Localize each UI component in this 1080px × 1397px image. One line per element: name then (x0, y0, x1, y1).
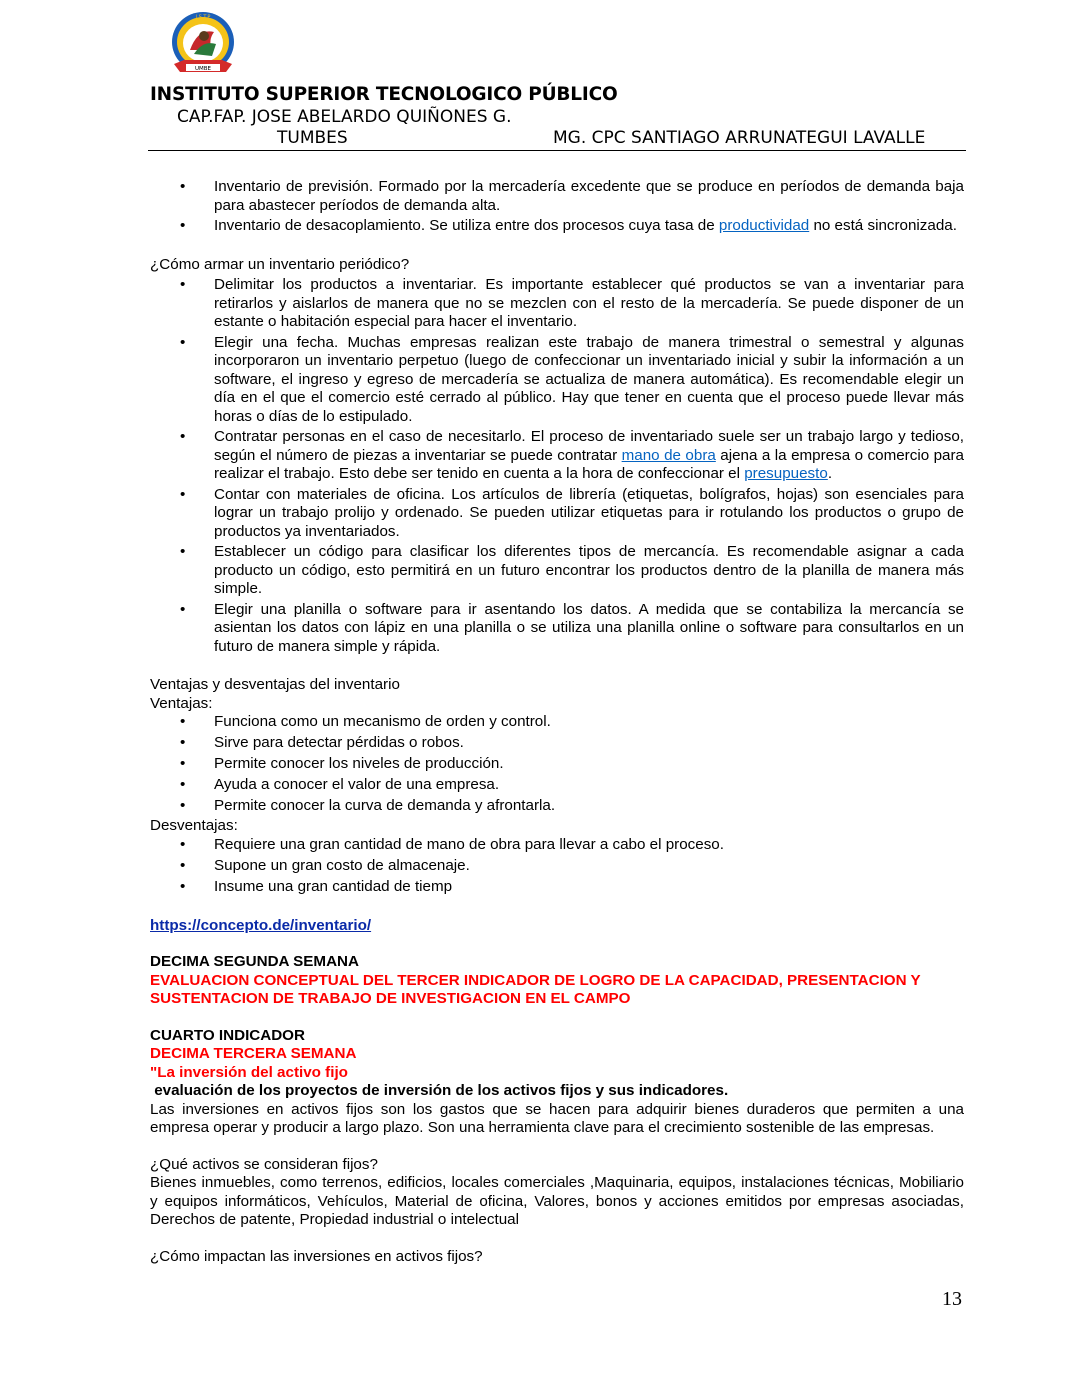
periodic-inventory-heading: ¿Cómo armar un inventario periódico? (150, 255, 410, 273)
bullet-icon: • (180, 877, 186, 895)
fixed-assets-answer: Bienes inmuebles, como terrenos, edificios, locales comerciales ,Maquinaria, equipos, instalaciones técnicas, Mobiliario y equipos informáticos, Vehículos, Material de oficina, Valores, bonos y acciones emitidos por empresas asociadas, Derechos de patente, Propiedad industrial o intelectual (150, 1174, 964, 1229)
bullet-icon: • (180, 428, 186, 445)
topic-title: "La inversión del activo fijo (150, 1063, 348, 1081)
pros-list (150, 713, 964, 815)
bullet-icon: • (180, 856, 186, 874)
fixed-assets-question: ¿Qué activos se consideran fijos? (150, 1155, 378, 1173)
list-item: • Establecer un código para clasificar los diferentes tipos de mercancía. Es recomendable asignar a cada producto un código, esto permitirá en un futuro encontrar los productos dentro de la planilla de manera más simple. (180, 543, 964, 597)
list-item: • Permite conocer los niveles de producción. (180, 754, 504, 772)
week12-title: DECIMA SEGUNDA SEMANA (150, 953, 359, 971)
source-url-link[interactable]: https://concepto.de/inventario/ (150, 916, 372, 934)
bullet-icon: • (180, 485, 186, 503)
page-number: 13 (942, 1288, 962, 1310)
list-item: • Contratar personas en el caso de necesitarlo. El proceso de inventariado suele ser un trabajo largo y tedioso, según el número de piezas a inventariar se puede contratar mano de obra ajena a la empresa o comercio para realizar el trabajo. Esto debe ser tenido en cuenta a la hora de confeccionar el presupuesto. (180, 428, 964, 482)
mano-de-obra-link[interactable]: mano de obra (621, 446, 716, 464)
logo-bottom-text: UMBE (194, 66, 212, 72)
list-item: • Delimitar los productos a inventariar. Es importante establecer qué productos se van a inventariar para retirarlos y aislarlos de manera que no se mezclen con el resto de la mercadería. Se puede disponer de un estante o habitación especial para hacer el inventario. (180, 276, 964, 330)
productividad-link[interactable]: productividad (718, 217, 810, 234)
bullet-icon: • (180, 775, 186, 793)
bullet-icon: • (180, 835, 186, 853)
page-content (150, 178, 964, 1266)
impact-question: ¿Cómo impactan las inversiones en activos fijos? (150, 1247, 483, 1265)
week12-subtitle: EVALUACION CONCEPTUAL DEL TERCER INDICADOR DE LOGRO DE LA CAPACIDAD, PRESENTACION Y SUSTENTACION DE TRABAJO DE INVESTIGACION EN EL CAMPO (150, 971, 921, 1008)
list-item: • Sirve para detectar pérdidas o robos. (180, 733, 464, 751)
bullet-icon: • (180, 333, 186, 351)
pros-label: Ventajas: (150, 694, 213, 712)
bullet-icon: • (180, 543, 186, 560)
list-item: • Inventario de desacoplamiento. Se utiliza entre dos procesos cuya tasa de productividad no está sincronizada. (180, 217, 957, 234)
list-item: • Ayuda a conocer el valor de una empresa. (180, 775, 500, 793)
list-item: • Elegir una planilla o software para ir asentando los datos. A medida que se contabiliza la mercancía se asientan los datos con lápiz en una planilla o se utiliza una planilla online o software para consultarlos en un futuro de manera simple y rápida. (180, 600, 964, 655)
list-item: • Insume una gran cantidad de tiemp (180, 877, 453, 895)
list-item: • Funciona como un mecanismo de orden y control. (180, 713, 551, 730)
pros-cons-heading: Ventajas y desventajas del inventario (150, 676, 400, 693)
list-item: • Contar con materiales de oficina. Los artículos de librería (etiquetas, bolígrafos, hojas) son esenciales para lograr un trabajo prolijo y ordenado. Se pueden utilizar etiquetas para ir rotulando los productos o grupo de productos ya inventariados. (180, 485, 964, 540)
topic-subheading: evaluación de los proyectos de inversión de los activos fijos y sus indicadores. (150, 1082, 729, 1100)
week13-title: DECIMA TERCERA SEMANA (150, 1045, 357, 1063)
cons-label: Desventajas: (150, 817, 238, 835)
list-item: • Supone un gran costo de almacenaje. (180, 856, 470, 874)
bullet-icon: • (180, 178, 186, 195)
bullet-icon: • (180, 276, 186, 293)
periodic-steps-list (150, 276, 964, 656)
bullet-icon: • (180, 733, 186, 751)
bullet-icon: • (180, 796, 186, 814)
list-item: • Inventario de previsión. Formado por la mercadería excedente que se produce en períodos de demanda baja para abastecer períodos de demanda alta. (180, 178, 964, 214)
list-item: • Requiere una gran cantidad de mano de obra para llevar a cabo el proceso. (180, 835, 724, 853)
intro-bullet-list (150, 178, 964, 236)
bullet-icon: • (180, 713, 186, 730)
institute-logo (168, 10, 238, 82)
institution-city: TUMBES (277, 128, 348, 148)
bullet-icon: • (180, 600, 186, 618)
bullet-icon: • (180, 217, 186, 234)
bullet-icon: • (180, 754, 186, 772)
presupuesto-link[interactable]: presupuesto (744, 465, 828, 482)
logo-top-text: I.S.T.P (195, 14, 211, 21)
list-item: • Elegir una fecha. Muchas empresas realizan este trabajo de manera trimestral o semestral y algunas incorporaron un inventario perpetuo (luego de confeccionar un inventariado inicial y subir la información a un software, el ingreso y egreso de mercadería se actualiza de manera automática). Es recomendable elegir un día en el que el comercio esté cerrado al público. Hay que tener en cuenta que el proceso puede llevar más horas o días de lo estipulado. (180, 333, 964, 425)
cons-list (150, 836, 964, 896)
list-item: • Permite conocer la curva de demanda y afrontarla. (180, 796, 556, 814)
indicator-title: CUARTO INDICADOR (150, 1026, 305, 1044)
fixed-assets-paragraph: Las inversiones en activos fijos son los gastos que se hacen para adquirir bienes duraderos que permiten a una empresa operar y producir a largo plazo. Son una herramienta clave para el crecimiento sostenible de las empresas. (150, 1100, 964, 1137)
institution-name: INSTITUTO SUPERIOR TECNOLOGICO PÚBLICO (150, 84, 618, 105)
header-divider (148, 150, 966, 151)
institution-subtitle: CAP.FAP. JOSE ABELARDO QUIÑONES G. (177, 107, 512, 127)
author-name: MG. CPC SANTIAGO ARRUNATEGUI LAVALLE (553, 128, 926, 148)
